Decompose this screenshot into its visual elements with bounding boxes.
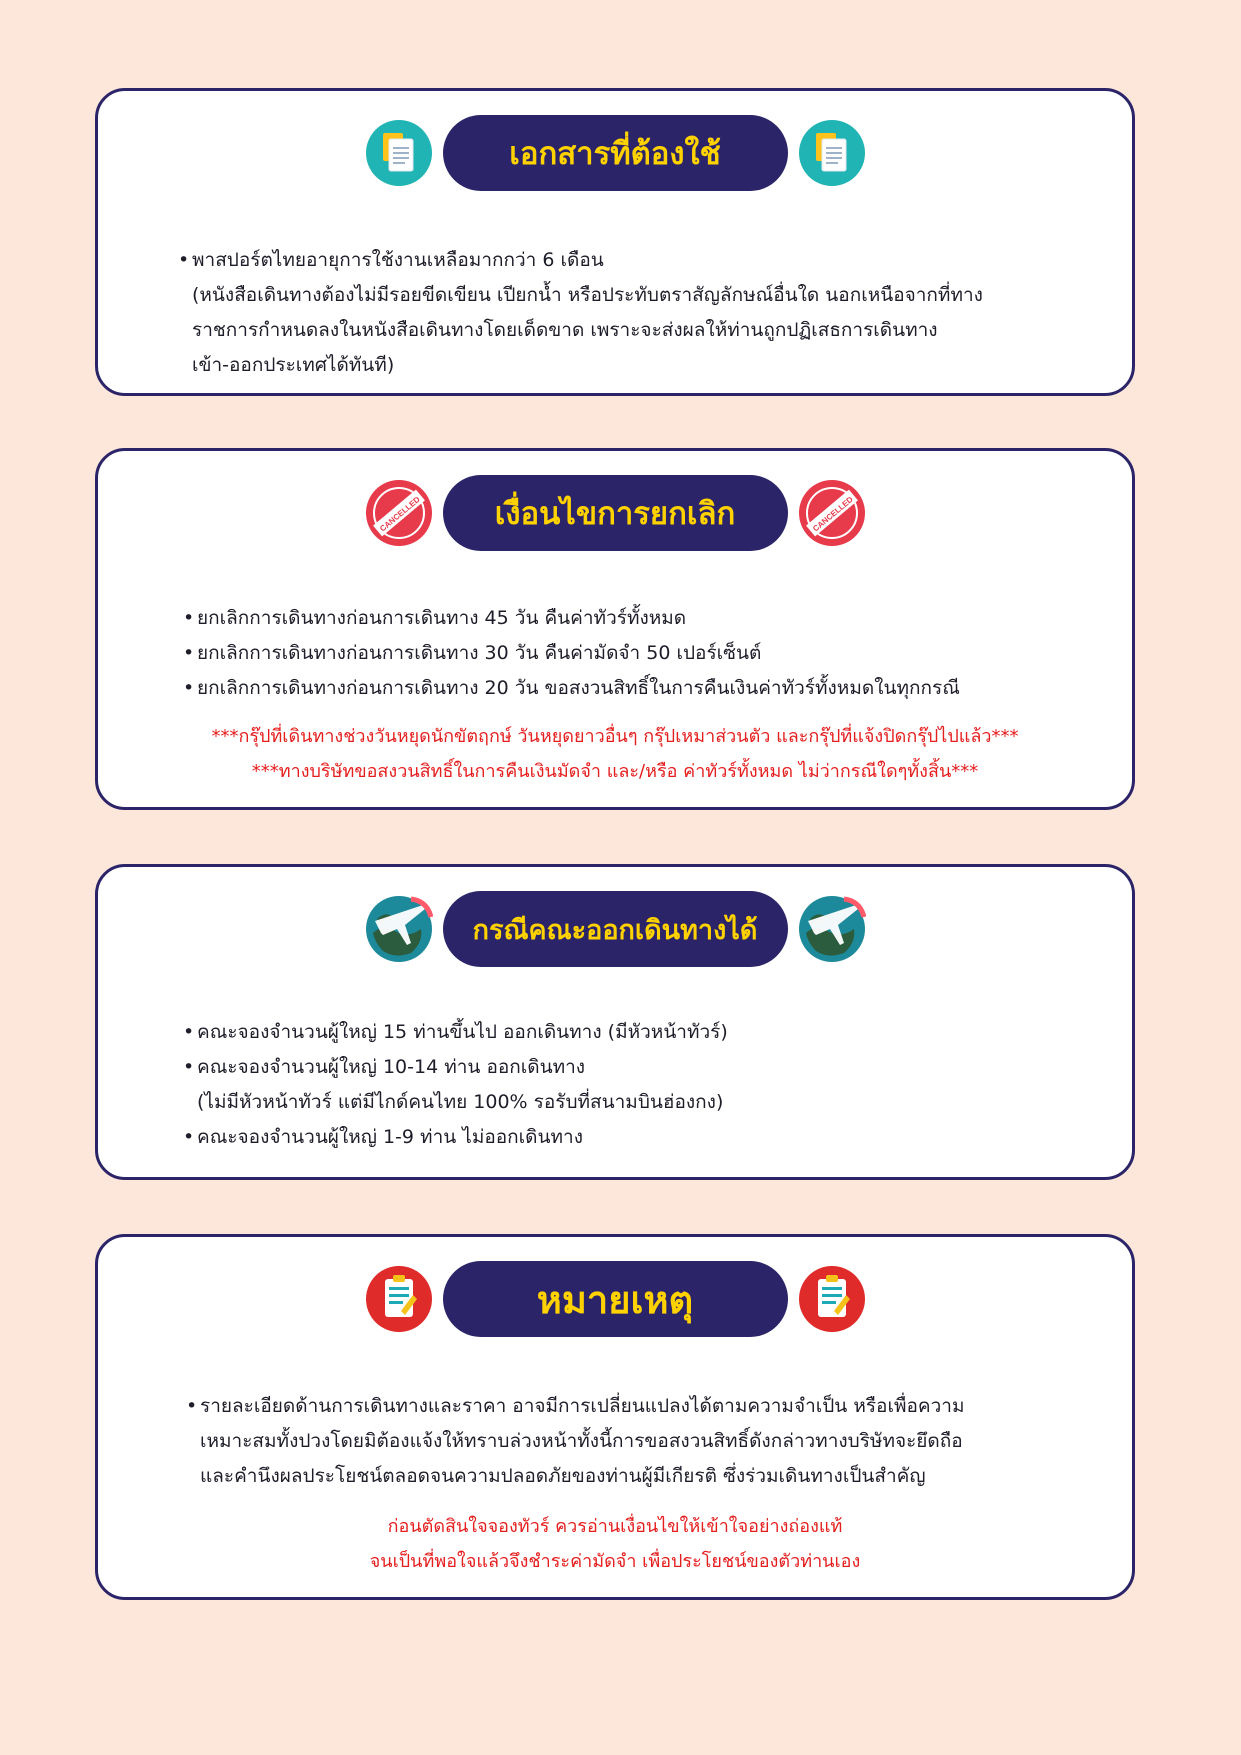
list-item: และคำนึงผลประโยชน์ตลอดจนความปลอดภัยของท่านผู้มีเกียรติ ซึ่งร่วมเดินทางเป็นสำคัญ: [200, 1465, 926, 1487]
document-icon: [798, 119, 866, 187]
documents-title: เอกสารที่ต้องใช้: [443, 115, 788, 191]
stamp-text: CANCELLED: [377, 494, 422, 534]
document-icon: [365, 119, 433, 187]
warning-text: จนเป็นที่พอใจแล้วจึงชำระค่ามัดจำ เพื่อประโยชน์ของตัวท่านเอง: [369, 1551, 861, 1572]
documents-card: [95, 88, 1135, 396]
list-item: เข้า-ออกประเทศได้ทันที): [192, 354, 395, 376]
cancellation-header: [98, 473, 1132, 553]
cancellation-card: [95, 448, 1135, 810]
list-item: • ยกเลิกการเดินทางก่อนการเดินทาง 30 วัน คืนค่ามัดจำ 50 เปอร์เซ็นต์: [183, 636, 1082, 671]
list-item: • รายละเอียดด้านการเดินทางและราคา อาจมีการเปลี่ยนแปลงได้ตามความจำเป็น หรือเพื่อความ: [186, 1389, 1082, 1424]
documents-body: [178, 243, 1082, 383]
list-item: • คณะจองจำนวนผู้ใหญ่ 10-14 ท่าน ออกเดินทาง: [183, 1050, 1082, 1085]
notepad-icon: [365, 1265, 433, 1333]
cancellation-warnings: [98, 719, 1132, 789]
notes-body: [186, 1389, 1082, 1494]
stamp-text: CANCELLED: [810, 494, 855, 534]
cancellation-title: เงื่อนไขการยกเลิก: [443, 475, 788, 551]
globe-plane-icon: [798, 895, 866, 963]
departure-body: [183, 1015, 1082, 1155]
list-item: • พาสปอร์ตไทยอายุการใช้งานเหลือมากกว่า 6 เดือน: [178, 243, 1082, 278]
warning-text: ***กรุ๊ปที่เดินทางช่วงวันหยุดนักขัตฤกษ์ วันหยุดยาวอื่นๆ กรุ๊ปเหมาส่วนตัว และกรุ๊ปที่แจ้งปิดกรุ๊ปไปแล้ว***: [211, 726, 1019, 747]
documents-header: [98, 113, 1132, 193]
list-item: เหมาะสมทั้งปวงโดยมิต้องแจ้งให้ทราบล่วงหน้าทั้งนี้การขอสงวนสิทธิ์ดังกล่าวทางบริษัทจะยึดถือ: [200, 1430, 963, 1452]
list-item: • คณะจองจำนวนผู้ใหญ่ 15 ท่านขึ้นไป ออกเดินทาง (มีหัวหน้าทัวร์): [183, 1015, 1082, 1050]
list-item: (ไม่มีหัวหน้าทัวร์ แต่มีไกด์คนไทย 100% รอรับที่สนามบินฮ่องกง): [197, 1091, 724, 1113]
warning-text: ***ทางบริษัทขอสงวนสิทธิ์ในการคืนเงินมัดจำ และ/หรือ ค่าทัวร์ทั้งหมด ไม่ว่ากรณีใดๆทั้งสิ้น***: [251, 761, 979, 782]
list-item: (หนังสือเดินทางต้องไม่มีรอยขีดเขียน เปียกน้ำ หรือประทับตราสัญลักษณ์อื่นใด นอกเหนือจากที่ทาง: [192, 284, 983, 306]
list-item: • ยกเลิกการเดินทางก่อนการเดินทาง 45 วัน คืนค่าทัวร์ทั้งหมด: [183, 601, 1082, 636]
departure-header: [98, 889, 1132, 969]
notes-title: หมายเหตุ: [443, 1261, 788, 1337]
cancelled-stamp-icon: [365, 479, 433, 547]
notes-card: [95, 1234, 1135, 1600]
cancelled-stamp-icon: [798, 479, 866, 547]
warning-text: ก่อนตัดสินใจจองทัวร์ ควรอ่านเงื่อนไขให้เข้าใจอย่างถ่องแท้: [387, 1516, 843, 1537]
list-item: • คณะจองจำนวนผู้ใหญ่ 1-9 ท่าน ไม่ออกเดินทาง: [183, 1120, 1082, 1155]
departure-card: [95, 864, 1135, 1180]
departure-title: กรณีคณะออกเดินทางได้: [443, 891, 788, 967]
list-item: ราชการกำหนดลงในหนังสือเดินทางโดยเด็ดขาด เพราะจะส่งผลให้ท่านถูกปฏิเสธการเดินทาง: [192, 319, 938, 341]
notes-header: [98, 1259, 1132, 1339]
cancellation-body: [183, 601, 1082, 706]
globe-plane-icon: [365, 895, 433, 963]
notes-warnings: [98, 1509, 1132, 1579]
notepad-icon: [798, 1265, 866, 1333]
list-item: • ยกเลิกการเดินทางก่อนการเดินทาง 20 วัน ขอสงวนสิทธิ์ในการคืนเงินค่าทัวร์ทั้งหมดในทุกกรณี: [183, 671, 1082, 706]
